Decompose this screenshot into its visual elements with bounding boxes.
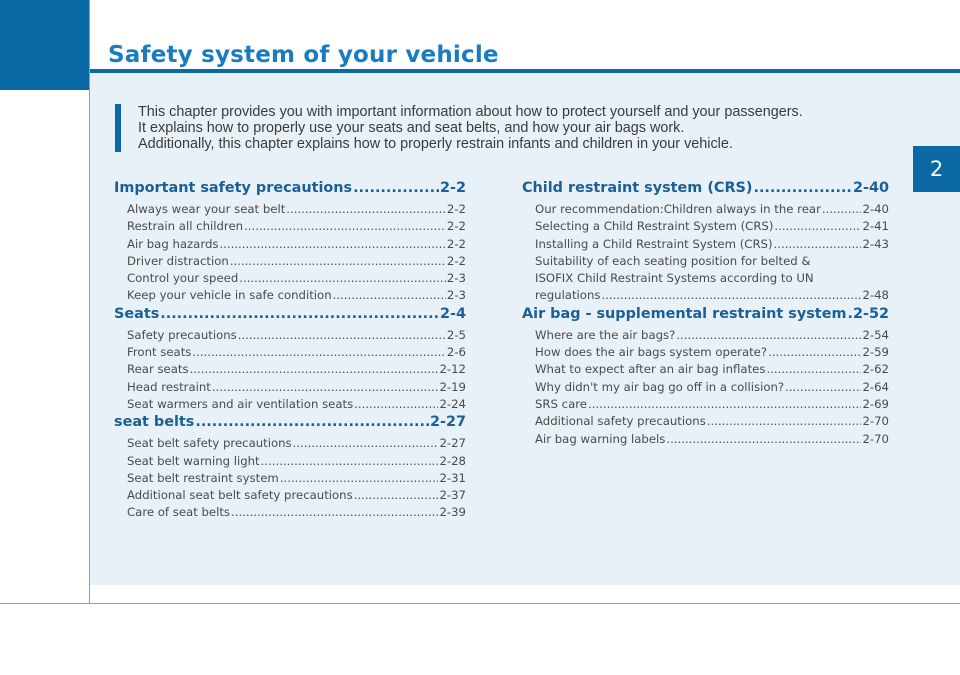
toc-section[interactable] [114,306,466,328]
toc-entry[interactable] [114,202,466,219]
toc-entry[interactable] [114,505,466,522]
leader-dots [239,271,446,285]
leader-dots [666,432,861,446]
leader-dots [774,237,862,251]
toc-entry[interactable] [522,345,889,362]
toc-entry-title: Additional safety precautions [535,414,706,429]
leader-dots [753,180,852,196]
toc-entry-page: 2-2 [446,236,466,251]
toc-entry-page: 2-12 [439,362,466,377]
toc-section-title: Seats [114,305,160,322]
toc-entry-page: 2-31 [439,470,466,485]
leader-dots [601,288,861,302]
toc-entry[interactable] [114,254,466,271]
leader-dots [190,362,439,376]
toc-left-column [114,180,466,523]
toc-entry[interactable] [114,345,466,362]
toc-entry-title: Seat belt safety precautions [127,436,292,451]
toc-entry-page: 2-43 [862,236,889,251]
toc-entry-title: Seat belt warning light [127,453,260,468]
leader-dots [353,180,439,196]
leader-dots [261,454,439,468]
toc-section-page: 2-40 [852,180,889,196]
toc-entry[interactable] [522,219,889,236]
leader-dots [231,505,438,519]
toc-entry-page: 2-37 [439,488,466,503]
toc-entry[interactable] [522,414,889,431]
toc-section-title: Important safety precautions [114,180,353,196]
leader-dots [160,306,439,322]
toc-entry-title: Control your speed [127,271,239,286]
toc-section[interactable] [522,180,889,202]
toc-entry-page: 2-3 [446,288,466,303]
leader-dots [707,414,862,428]
toc-entry-title: Our recommendation:Children always in the rear [535,202,821,216]
toc-entry-title: Front seats [127,345,192,360]
chapter-tab-number: 2 [929,157,944,181]
intro-line: It explains how to properly use your seats and seat belts, and how your air bags work. [138,120,685,136]
toc-entry-title: Care of seat belts [127,505,231,520]
toc-entry-title: regulations [535,288,601,303]
toc-entry-page: 2-62 [862,362,889,377]
leader-dots [847,306,852,322]
toc-entry[interactable] [522,432,889,449]
toc-entry-title: Always wear your seat belt [127,202,286,216]
toc-entry-page: 2-6 [446,345,466,360]
toc-entry[interactable] [114,237,466,254]
leader-dots [354,488,439,502]
toc-entry[interactable] [114,471,466,488]
leader-dots [354,397,438,411]
toc-section-title: Child restraint system (CRS) [522,180,753,196]
leader-dots [238,328,446,342]
toc-entry[interactable] [114,488,466,505]
toc-entry-title: ISOFIX Child Restraint Systems according to UN [535,271,814,286]
leader-dots [676,328,861,342]
leader-dots [588,397,861,411]
leader-dots [293,436,439,450]
toc-entry-title: Selecting a Child Restraint System (CRS) [535,219,774,234]
toc-entry-title: Where are the air bags? [535,327,676,342]
toc-entry-page: 2-5 [446,327,466,342]
toc-entry-page: 2-59 [862,345,889,360]
toc-entry-page: 2-27 [439,436,466,451]
toc-entry-title: Installing a Child Restraint System (CRS) [535,236,773,251]
toc-entry[interactable] [522,271,889,288]
toc-section[interactable] [114,414,466,436]
toc-entry[interactable] [522,362,889,379]
toc-entry[interactable] [114,288,466,305]
toc-entry[interactable] [114,362,466,379]
toc-entry-page: 2-70 [862,431,889,446]
toc-entry-title: Driver distraction [127,253,229,268]
toc-right-column [522,180,889,449]
toc-entry[interactable] [522,254,889,271]
toc-entry-title: SRS care [535,396,587,411]
leader-dots [768,345,861,359]
toc-entry-page: 2-19 [439,379,466,394]
toc-entry-page: 2-41 [862,219,889,234]
leader-dots [333,288,446,302]
toc-entry[interactable] [114,380,466,397]
toc-entry-title: Seat belt restraint system [127,470,279,485]
toc-section-page: 2-27 [429,414,466,431]
leader-dots [219,237,445,251]
toc-entry[interactable] [114,219,466,236]
toc-entry-page: 2-48 [862,288,889,303]
toc-entry-page: 2-2 [446,219,466,234]
toc-entry-page: 2-54 [862,327,889,342]
toc-entry[interactable] [522,328,889,345]
leader-dots [244,219,446,233]
toc-entry-page: 2-64 [862,379,889,394]
leader-dots [766,362,861,376]
toc-entry-title: Keep your vehicle in safe condition [127,288,332,303]
toc-entry-title: Suitability of each seating position for belted & [535,253,811,268]
leader-dots [230,254,446,268]
toc-entry-title: Seat warmers and air ventilation seats [127,396,354,411]
intro-line: Additionally, this chapter explains how to properly restrain infants and children in your vehicle. [138,136,733,152]
leader-dots [774,219,861,233]
leader-dots [195,414,429,430]
toc-section-page: 2-52 [852,305,889,322]
leader-dots [192,345,446,359]
toc-entry[interactable] [522,380,889,397]
toc-entry-page: 2-69 [862,396,889,411]
toc-entry-title: Restrain all children [127,219,244,234]
toc-entry-title: Safety precautions [127,327,237,342]
toc-entry-page: 2-24 [439,396,466,411]
toc-entry[interactable] [114,397,466,414]
toc-entry[interactable] [114,436,466,453]
toc-entry-page: 2-28 [439,453,466,468]
toc-entry[interactable] [114,271,466,288]
leader-dots [822,202,862,216]
toc-entry-page: 2-3 [446,271,466,286]
chapter-intro [115,104,918,152]
toc-entry[interactable] [522,397,889,414]
leader-dots [212,380,439,394]
chapter-tab[interactable] [913,146,960,192]
toc-entry[interactable] [522,288,889,305]
toc-entry-title: What to expect after an air bag inflates [535,362,766,377]
toc-entry-title: How does the air bags system operate? [535,345,768,360]
toc-entry-page: 2-2 [446,202,466,216]
leader-dots [785,380,861,394]
footer-rule [0,603,960,604]
corner-block [0,0,90,90]
toc-entry-page: 2-39 [439,505,466,520]
page-title: Safety system of your vehicle [108,42,499,68]
leader-dots [286,202,446,216]
toc-entry-page: 2-2 [446,253,466,268]
toc-section-title: seat belts [114,414,195,431]
toc-section-page: 2-4 [440,305,466,322]
toc-entry[interactable] [522,237,889,254]
toc-entry-page: 2-70 [862,414,889,429]
toc-entry-title: Head restraint [127,379,211,394]
toc-section-page: 2-2 [440,180,466,196]
toc-entry-title: Rear seats [127,362,189,377]
leader-dots [280,471,439,485]
toc-section[interactable] [522,306,889,328]
toc-section[interactable] [114,180,466,202]
intro-line: This chapter provides you with important information about how to protect yourself and your passengers. [138,104,803,120]
toc-entry-title: Air bag hazards [127,236,219,251]
toc-entry-title: Why didn't my air bag go off in a collision? [535,379,785,394]
toc-entry[interactable] [114,454,466,471]
toc-entry[interactable] [114,328,466,345]
toc-entry-title: Air bag warning labels [535,431,666,446]
toc-entry-page: 2-40 [862,202,889,216]
toc-entry-title: Additional seat belt safety precautions [127,488,353,503]
toc-section-title: Air bag - supplemental restraint system [522,305,847,322]
toc-entry[interactable] [522,202,889,219]
